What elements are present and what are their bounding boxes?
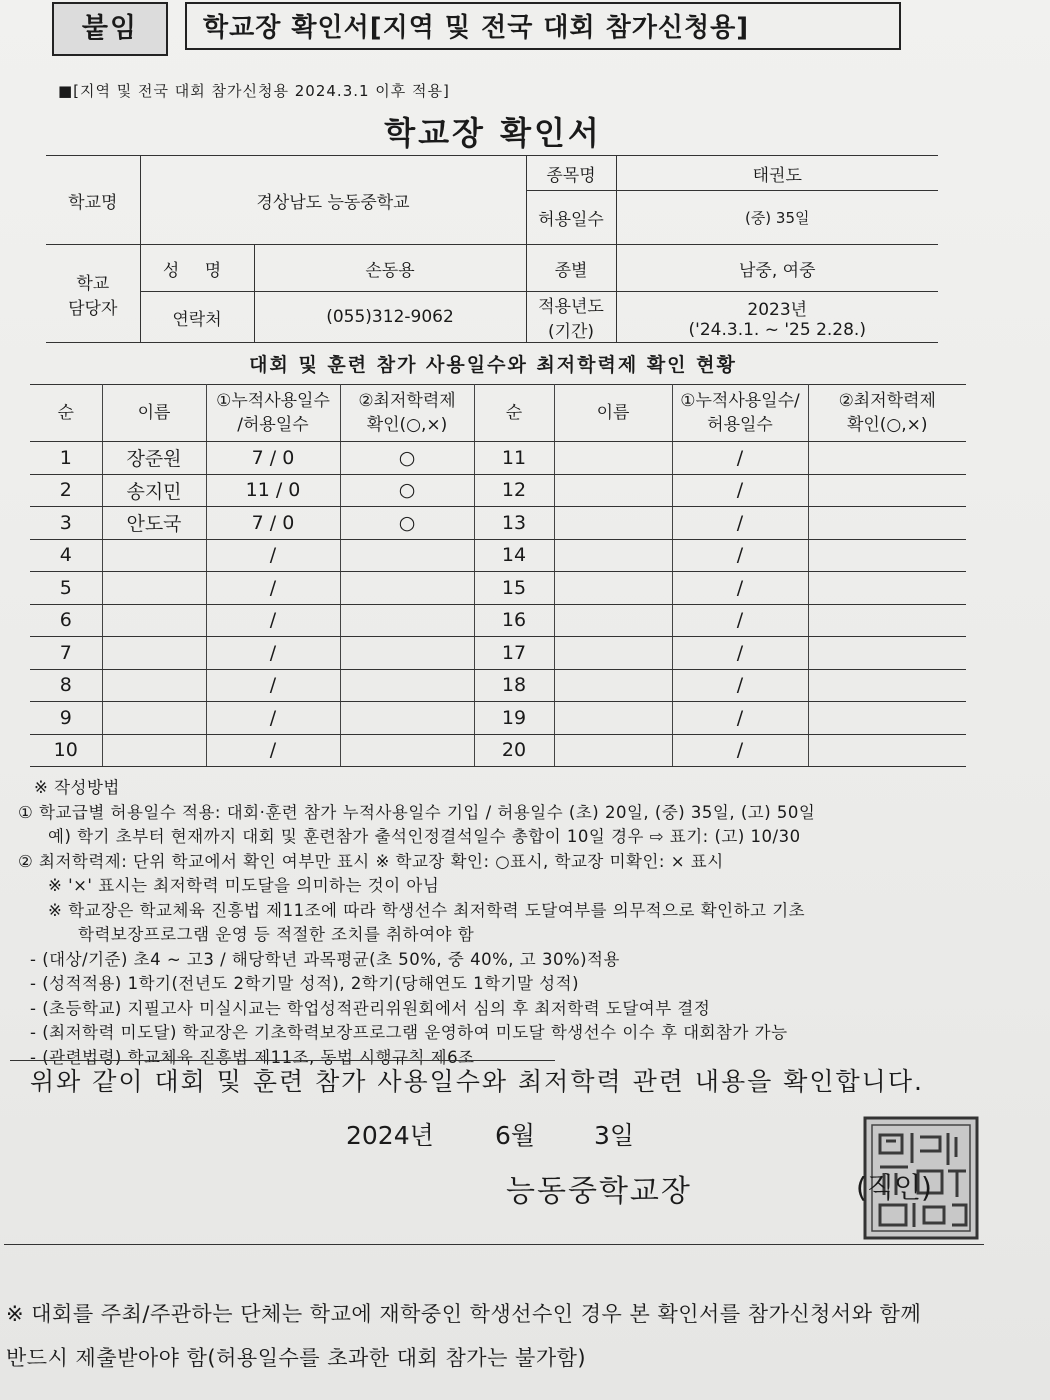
roster-cell-check	[340, 734, 474, 767]
roster-cell-name: 장준원	[102, 442, 206, 475]
roster-cell-days: 7 / 0	[206, 507, 340, 540]
roster-row	[30, 702, 966, 735]
sport-label: 종목명	[526, 156, 616, 191]
school-value: 경상남도 능동중학교	[140, 156, 526, 245]
roster-table	[30, 384, 966, 767]
roster-cell-name-right	[554, 604, 672, 637]
col-no-right: 순	[474, 385, 554, 442]
instructions-line: 학력보장프로그램 운영 등 적절한 조치를 취하여야 함	[78, 925, 475, 944]
roster-cell-check	[340, 539, 474, 572]
instructions-line: ※ '×' 표시는 최저학력 미도달을 의미하는 것이 아님	[48, 876, 440, 895]
confirmation-statement: 위와 같이 대회 및 훈련 참가 사용일수와 최저학력 관련 내용을 확인합니다.	[30, 1067, 924, 1096]
status-title: 대회 및 훈련 참가 사용일수와 최저학력제 확인 현황	[249, 354, 737, 376]
submission-note-line: 반드시 제출받아야 함(허용일수를 초과한 대회 참가는 불가함)	[6, 1346, 587, 1370]
date-day: 3일	[594, 1121, 635, 1150]
instructions-line: 예) 학기 초부터 현재까지 대회 및 훈련참가 출석인정결석일수 총합이 10일 경우 ⇨ 표기: (고) 10/30	[48, 827, 801, 846]
name-label: 성 명	[140, 245, 254, 292]
roster-cell-name-right	[554, 507, 672, 540]
contact-group-label-line1: 학교	[76, 273, 110, 294]
roster-cell-days-right: /	[672, 604, 808, 637]
phone-label: 연락처	[140, 292, 254, 343]
roster-cell-check-right	[808, 669, 966, 702]
roster-cell-no-right: 12	[474, 474, 554, 507]
date-month: 6월	[495, 1121, 536, 1150]
roster-cell-no-right: 17	[474, 637, 554, 670]
roster-cell-name	[102, 702, 206, 735]
divider	[10, 1060, 555, 1061]
year-label-line2: (기간)	[547, 322, 595, 342]
roster-cell-check-right	[808, 702, 966, 735]
roster-cell-no-right: 20	[474, 734, 554, 767]
roster-cell-check-right	[808, 734, 966, 767]
roster-cell-no-right: 19	[474, 702, 554, 735]
roster-cell-check	[340, 637, 474, 670]
roster-cell-days: /	[206, 604, 340, 637]
submission-note-line: ※ 대회를 주최/주관하는 단체는 학교에 재학중인 학생선수인 경우 본 확인서를 참가신청서와 함께	[6, 1302, 922, 1326]
year-value-line2: ('24.3.1. ~ '25 2.28.)	[688, 319, 866, 340]
divider	[4, 1244, 984, 1245]
year-value	[616, 292, 938, 343]
year-label-line1: 적용년도	[538, 297, 604, 317]
gender-label: 종별	[526, 245, 616, 292]
roster-cell-days: /	[206, 539, 340, 572]
roster-cell-check-right	[808, 572, 966, 605]
roster-cell-days: /	[206, 734, 340, 767]
principal-name: 능동중학교장	[506, 1174, 692, 1209]
roster-cell-name	[102, 637, 206, 670]
roster-cell-no: 5	[30, 572, 102, 605]
roster-cell-name-right	[554, 572, 672, 605]
year-label	[526, 292, 616, 343]
instructions-line: - (성적적용) 1학기(전년도 2학기말 성적), 2학기(당해연도 1학기말 성적)	[30, 974, 580, 993]
roster-cell-name-right	[554, 442, 672, 475]
roster-cell-no-right: 11	[474, 442, 554, 475]
roster-cell-name-right	[554, 734, 672, 767]
contact-group-label-line2: 담당자	[68, 298, 118, 319]
roster-cell-days-right: /	[672, 669, 808, 702]
roster-row	[30, 572, 966, 605]
roster-cell-no: 7	[30, 637, 102, 670]
instructions-line: - (대상/기준) 초4 ~ 고3 / 해당학년 과목평균(초 50%, 중 40%, 고 30%)적용	[30, 949, 620, 969]
col-check-right-line1: ②최저학력제	[838, 391, 936, 411]
roster-cell-name-right	[554, 474, 672, 507]
instructions-heading: ※ 작성방법	[34, 778, 120, 797]
contact-group-label	[46, 245, 140, 343]
year-value-line1: 2023년	[747, 299, 808, 320]
document-title: 학교장 확인서	[384, 114, 602, 152]
col-days-right-line2: 허용일수	[707, 415, 773, 435]
roster-cell-check: ○	[340, 507, 474, 540]
col-days-line1: ①누적사용일수	[216, 391, 330, 411]
col-days-right	[672, 385, 808, 442]
allowed-days-label: 허용일수	[526, 191, 616, 245]
roster-cell-no: 6	[30, 604, 102, 637]
roster-cell-check-right	[808, 442, 966, 475]
submission-note	[6, 1292, 921, 1380]
col-check-line2: 확인(○,×)	[366, 415, 448, 435]
sport-value: 태권도	[616, 156, 938, 191]
roster-cell-name-right	[554, 702, 672, 735]
roster-cell-no-right: 16	[474, 604, 554, 637]
roster-cell-no-right: 13	[474, 507, 554, 540]
roster-cell-check-right	[808, 604, 966, 637]
roster-header-row	[30, 385, 966, 442]
roster-cell-check-right	[808, 474, 966, 507]
allowed-days-value: (중) 35일	[616, 191, 938, 245]
roster-cell-name: 안도국	[102, 507, 206, 540]
roster-cell-no: 8	[30, 669, 102, 702]
roster-row	[30, 734, 966, 767]
roster-row	[30, 637, 966, 670]
roster-cell-days-right: /	[672, 572, 808, 605]
roster-cell-no: 3	[30, 507, 102, 540]
roster-cell-name-right	[554, 669, 672, 702]
attachment-tag: 붙임	[52, 2, 168, 56]
roster-row	[30, 604, 966, 637]
col-no: 순	[30, 385, 102, 442]
roster-cell-no: 10	[30, 734, 102, 767]
roster-cell-name-right	[554, 539, 672, 572]
date-year: 2024년	[346, 1121, 434, 1150]
col-days-right-line1: ①누적사용일수/	[680, 391, 800, 411]
roster-cell-days-right: /	[672, 474, 808, 507]
roster-cell-name	[102, 539, 206, 572]
roster-cell-check: ○	[340, 474, 474, 507]
roster-cell-days: /	[206, 669, 340, 702]
col-days	[206, 385, 340, 442]
roster-cell-no-right: 15	[474, 572, 554, 605]
gender-value: 남중, 여중	[616, 245, 938, 292]
col-check-right	[808, 385, 966, 442]
applies-note: ■[지역 및 전국 대회 참가신청용 2024.3.1 이후 적용]	[58, 82, 450, 100]
school-info-table	[46, 155, 938, 343]
roster-cell-days: /	[206, 572, 340, 605]
roster-cell-days-right: /	[672, 539, 808, 572]
phone-value: (055)312-9062	[254, 292, 526, 343]
roster-row	[30, 474, 966, 507]
roster-cell-check-right	[808, 507, 966, 540]
roster-cell-days-right: /	[672, 734, 808, 767]
roster-row	[30, 539, 966, 572]
roster-cell-days: /	[206, 637, 340, 670]
instructions	[18, 776, 998, 1070]
instructions-line: - (초등학교) 지필고사 미실시교는 학업성적관리위원회에서 심의 후 최저학력 도달여부 결정	[30, 998, 711, 1018]
name-value: 손동용	[254, 245, 526, 292]
roster-cell-days: /	[206, 702, 340, 735]
col-days-line2: /허용일수	[237, 415, 309, 435]
roster-cell-no-right: 18	[474, 669, 554, 702]
header-title: 학교장 확인서[지역 및 전국 대회 참가신청용]	[185, 2, 901, 50]
roster-cell-name	[102, 604, 206, 637]
roster-cell-name-right	[554, 637, 672, 670]
instructions-line: - (관련법령) 학교체육 진흥법 제11조, 동법 시행규칙 제6조	[30, 1047, 475, 1067]
roster-row	[30, 442, 966, 475]
roster-cell-name	[102, 669, 206, 702]
instructions-line: - (최저학력 미도달) 학교장은 기초학력보장프로그램 운영하여 미도달 학생선수 이수 후 대회참가 가능	[30, 1023, 788, 1042]
roster-cell-no: 9	[30, 702, 102, 735]
roster-cell-check	[340, 572, 474, 605]
roster-cell-days-right: /	[672, 637, 808, 670]
roster-cell-name	[102, 734, 206, 767]
roster-cell-no: 4	[30, 539, 102, 572]
roster-cell-check	[340, 604, 474, 637]
roster-cell-check-right	[808, 539, 966, 572]
roster-cell-check	[340, 702, 474, 735]
col-name: 이름	[102, 385, 206, 442]
roster-cell-days-right: /	[672, 442, 808, 475]
roster-cell-check-right	[808, 637, 966, 670]
roster-cell-name	[102, 572, 206, 605]
roster-cell-check: ○	[340, 442, 474, 475]
roster-cell-days-right: /	[672, 702, 808, 735]
seal-label: (직인)	[856, 1171, 932, 1204]
col-check-right-line2: 확인(○,×)	[846, 415, 928, 435]
roster-cell-days-right: /	[672, 507, 808, 540]
roster-cell-days: 11 / 0	[206, 474, 340, 507]
school-label: 학교명	[46, 156, 140, 245]
roster-cell-days: 7 / 0	[206, 442, 340, 475]
roster-cell-no: 2	[30, 474, 102, 507]
col-check	[340, 385, 474, 442]
roster-row	[30, 507, 966, 540]
roster-row	[30, 669, 966, 702]
roster-cell-no-right: 14	[474, 539, 554, 572]
instructions-line: ※ 학교장은 학교체육 진흥법 제11조에 따라 학생선수 최저학력 도달여부를 의무적으로 확인하고 기초	[48, 900, 806, 920]
roster-cell-name: 송지민	[102, 474, 206, 507]
instructions-line: ① 학교급별 허용일수 적용: 대회·훈련 참가 누적사용일수 기입 / 허용일수 (초) 20일, (중) 35일, (고) 50일	[18, 802, 816, 822]
col-check-line1: ②최저학력제	[358, 391, 456, 411]
instructions-line: ② 최저학력제: 단위 학교에서 확인 여부만 표시 ※ 학교장 확인: ○표시, 학교장 미확인: × 표시	[18, 851, 724, 871]
col-name-right: 이름	[554, 385, 672, 442]
roster-cell-check	[340, 669, 474, 702]
roster-cell-no: 1	[30, 442, 102, 475]
